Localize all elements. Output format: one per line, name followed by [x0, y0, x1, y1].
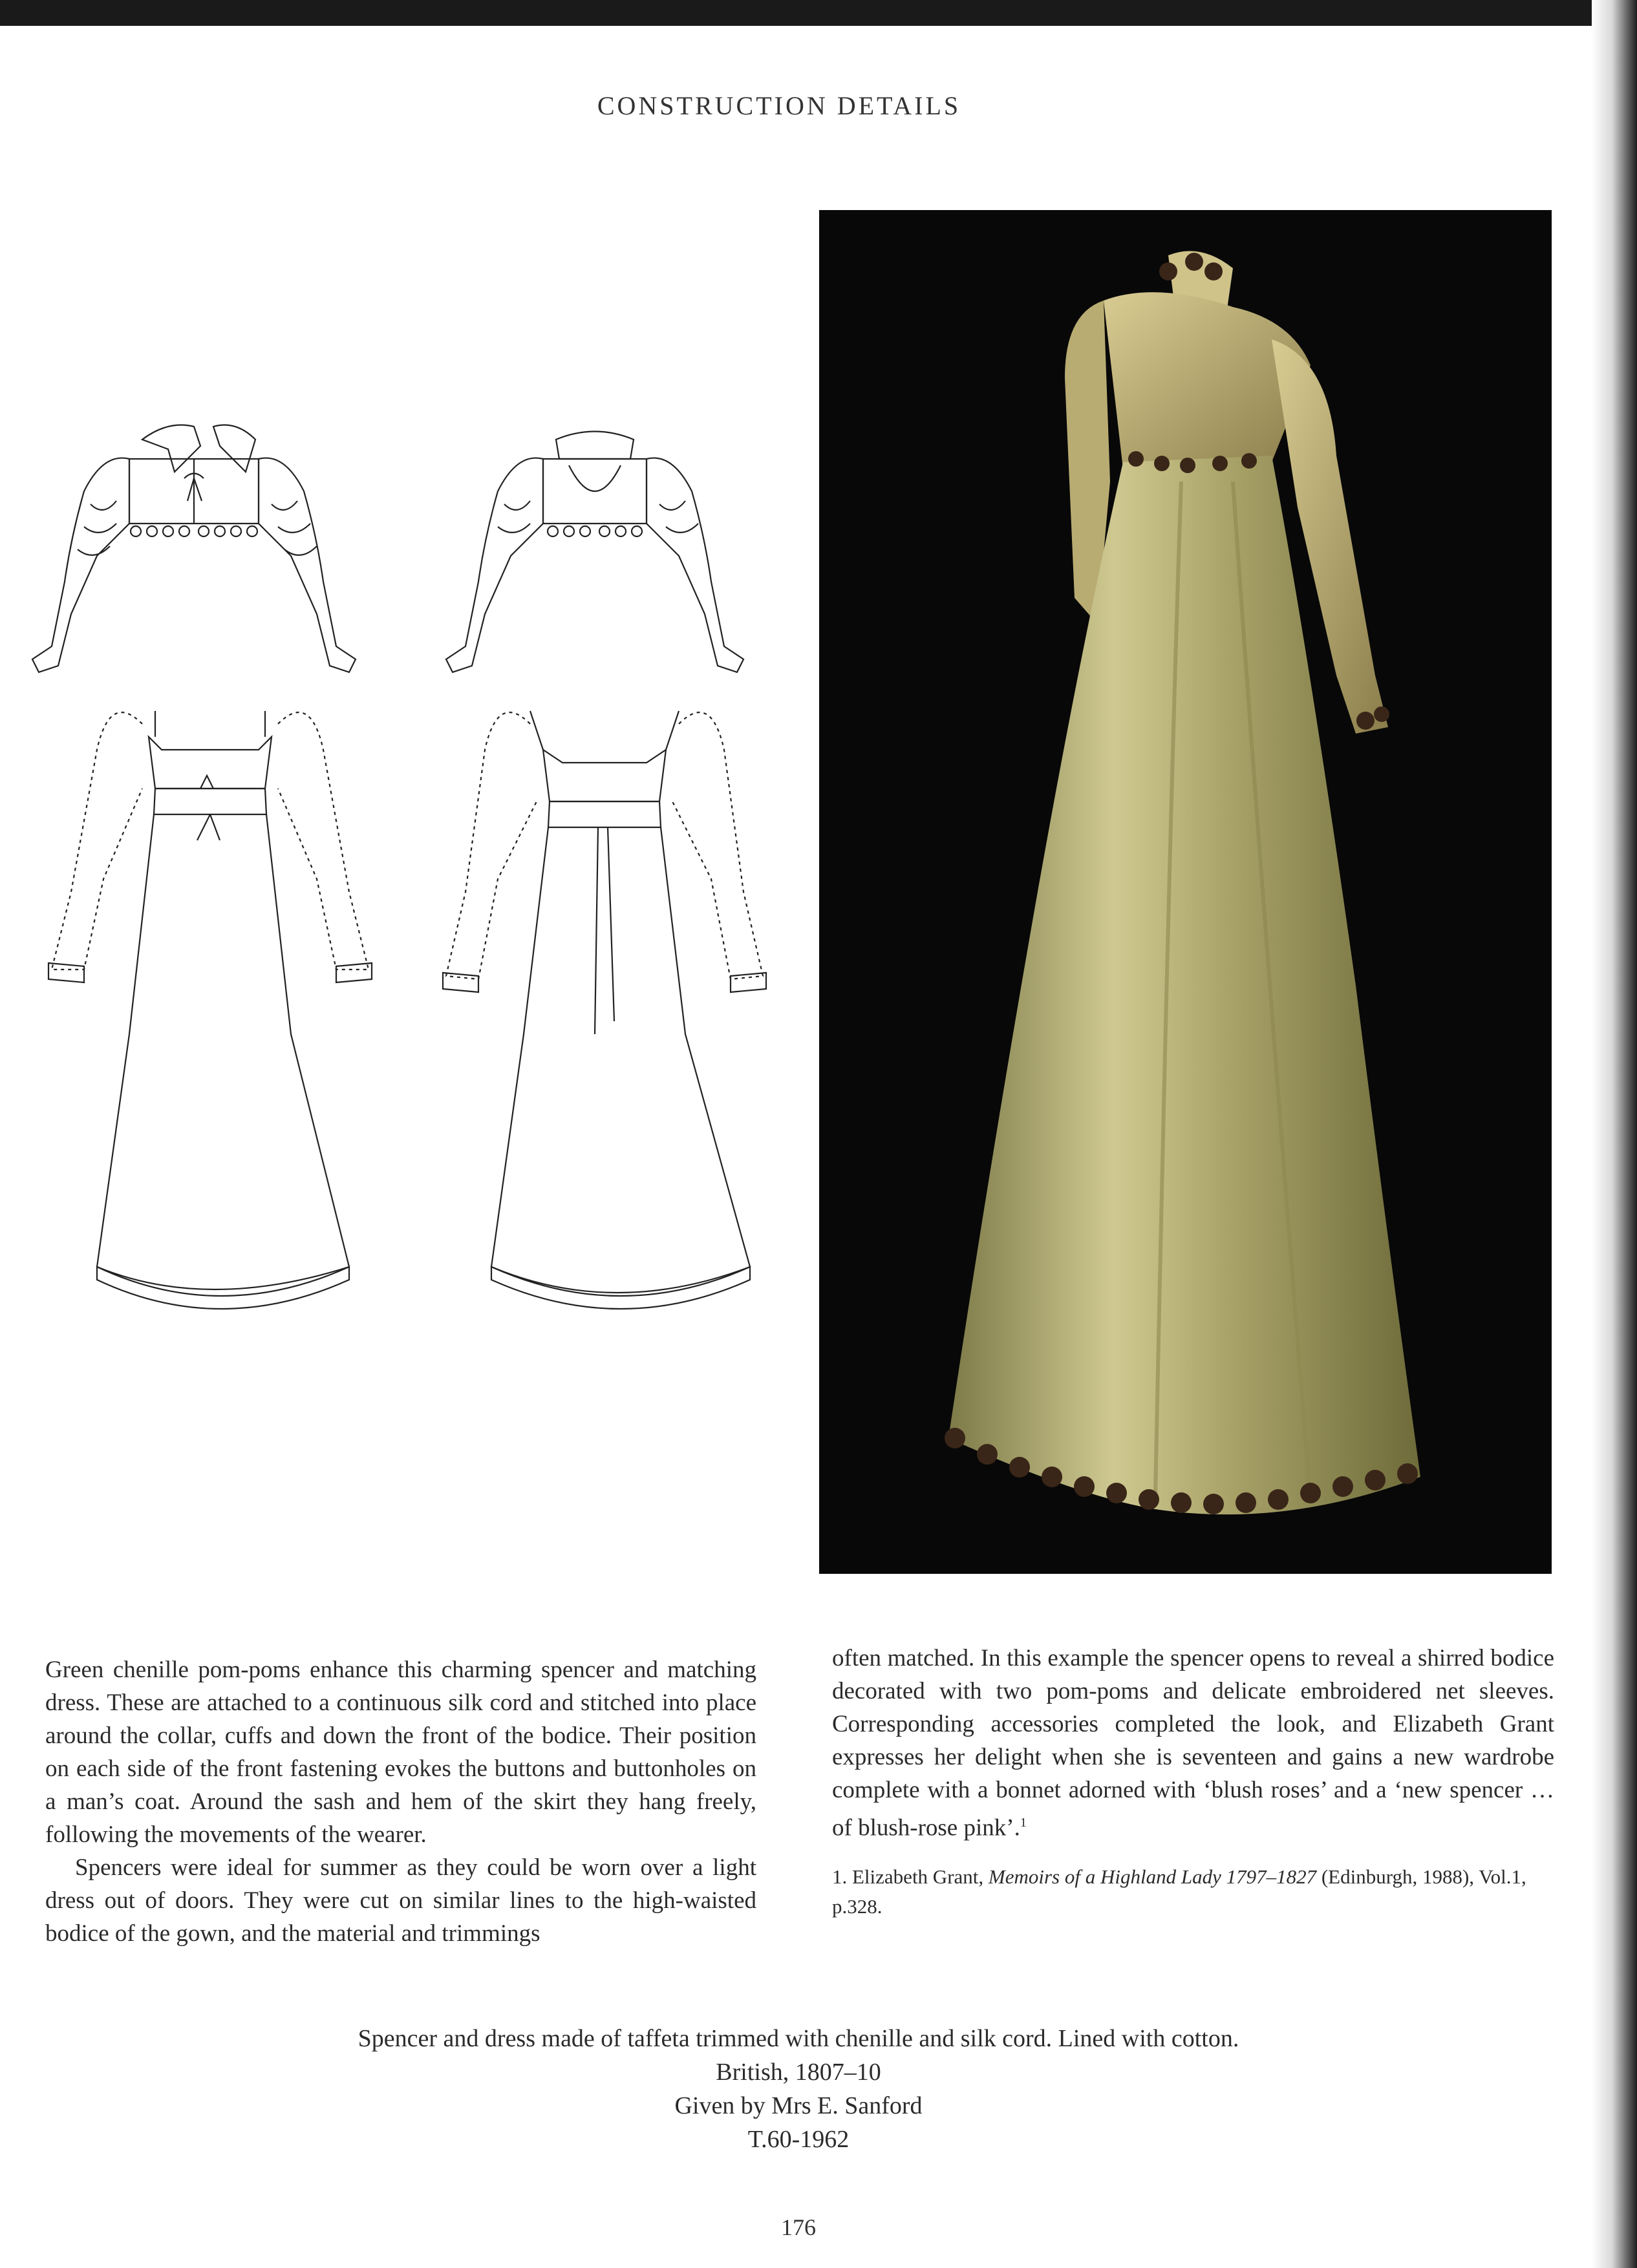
- dress-illustration: [819, 210, 1552, 1574]
- footnote: 1. Elizabeth Grant, Memoirs of a Highland Lady 1797–1827 (Edinburgh, 1988), Vol.1, p.328.: [832, 1865, 1526, 1918]
- caption-museum-number: T.60-1962: [747, 2126, 850, 2153]
- running-header: CONSTRUCTION DETAILS: [597, 91, 961, 120]
- object-caption: [0, 2022, 1597, 2156]
- garment-photograph: [819, 210, 1552, 1574]
- body-paragraph-1: Green chenille pom-poms enhance this charming spencer and matching dress. These are attached to a continuous silk cord and stitched into place around the collar, cuffs and down the front of the bodice. Their position on each side of the front fastening evokes the buttons and buttonholes on a man’s coat. Around the sash and hem of the skirt they hang freely, following the movements of the wearer.: [45, 1657, 756, 1848]
- dress-back-drawing: [443, 711, 766, 1309]
- construction-line-drawings: [13, 388, 808, 1344]
- page-gutter-shadow: [1592, 0, 1637, 2268]
- dress-front-drawing: [48, 711, 372, 1309]
- body-paragraph-2-end: often matched. In this example the spencer opens to reveal a shirred bodice decorated with two pom-poms and delicate embroidered net sleeves. Corresponding accessories completed the look, and Elizabeth Grant expresses her delight when she is seventeen and gains a new wardrobe complete with a bonnet adorned with ‘blush roses’ and a ‘new spencer … of blush-rose pink’.$^1$: [832, 1645, 1554, 1841]
- body-paragraph-2-start: Spencers were ideal for summer as they could be worn over a light dress out of doors. They were cut on similar lines to the high-waisted bodice of the gown, and the material and trimmings: [45, 1854, 756, 1947]
- caption-origin-date: British, 1807–10: [716, 2059, 881, 2086]
- scan-top-edge: [0, 0, 1637, 26]
- spencer-front-drawing: [32, 425, 356, 673]
- footnote-marker: 1: [1020, 1816, 1027, 1830]
- page-number: 176: [781, 2214, 816, 2240]
- caption-donor: Given by Mrs E. Sanford: [674, 2092, 923, 2119]
- footnote-book-title: Memoirs of a Highland Lady 1797–1827: [988, 1865, 1317, 1889]
- body-text-column-right: [832, 1642, 1554, 1922]
- caption-materials: Spencer and dress made of taffeta trimmed with chenille and silk cord. Lined with cotton.: [358, 2025, 1239, 2052]
- body-text-column-left: [45, 1653, 756, 1950]
- pompom-row: [131, 526, 257, 536]
- spencer-back-drawing: [446, 432, 744, 673]
